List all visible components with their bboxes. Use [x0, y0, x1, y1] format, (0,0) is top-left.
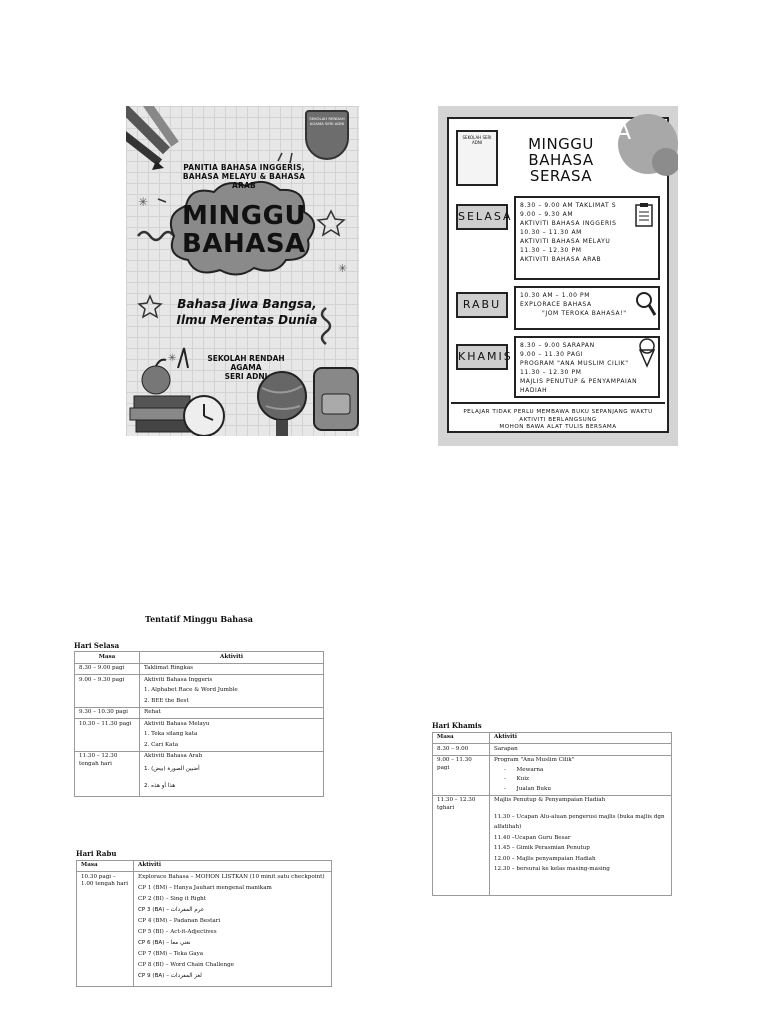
- poster-schedule: [438, 106, 678, 446]
- school-logo: SEKOLAH RENDAH AGAMA SERI ADNI: [305, 110, 349, 160]
- slogan: Bahasa Jiwa Bangsa, Ilmu Merentas Dunia: [176, 297, 318, 327]
- svg-text:✳: ✳: [138, 195, 149, 209]
- squiggle-right: [322, 308, 330, 344]
- poster-title: MINGGU BAHASA: [182, 201, 307, 259]
- school-name: SEKOLAH RENDAH AGAMA SERI ADNI: [207, 354, 285, 381]
- khamis-section: [432, 722, 672, 896]
- table-row: 11.30 – 12.30 tengah hari Aktiviti Bahasa Arab 1. أضبين الصورة (بيض) 2. هذا أو هذه: [75, 751, 324, 797]
- table-header: Masa Aktiviti: [433, 732, 672, 744]
- table-rabu: [76, 860, 332, 988]
- rabu-section: [76, 850, 332, 987]
- table-header: Masa Aktiviti: [75, 652, 324, 664]
- svg-text:✳: ✳: [168, 353, 177, 364]
- poster-minggu-bahasa: [126, 106, 359, 436]
- table-row: 11.30 – 12.30 tghari Majlis Penutup & Penyampaian Hadiah 11.30 – Ucapan Alu-aluan pengerusi majlis (buka majlis dgn alfatihah) 11.40 –Ucapan Guru Besar 11.45 – Gimik Perasmian Penutup 12.00 – Majlis penyampaian Hadiah 12.30 – bersurai ke kelas masing-masing: [433, 795, 672, 896]
- day-info-khamis: 8.30 – 9.00 SARAPAN 9.00 – 11.30 PAGI PROGRAM "ANA MUSLIM CILIK" 11.30 – 12.30 PM MAJLIS PENUTUP & PENYAMPAIAN HADIAH: [514, 336, 660, 398]
- table-row: 9.30 – 10.30 pagi Rehat: [75, 707, 324, 719]
- magnifier-icon: [634, 290, 658, 320]
- heading-rabu: Hari Rabu: [76, 849, 117, 858]
- table-row: 8.30 – 9.00 Sarapan: [433, 744, 672, 756]
- school-logo-small: SEKOLAH SERI ADNI: [456, 130, 498, 186]
- day-info-selasa: 8.30 – 9.00 AM TAKLIMAT S 9.00 – 9.30 AM AKTIVITI BAHASA INGGERIS 10.30 – 11.30 AM AKTIVITI BAHASA MELAYU 11.30 – 12.30 PM AKTIVITI BAHASA ARAB: [514, 196, 660, 280]
- table-row: 10.30 – 11.30 pagi Aktiviti Bahasa Melayu 1. Teka silang kata 2. Cari Kata: [75, 719, 324, 752]
- day-info-rabu: 10.30 AM – 1.00 PM EXPLORACE BAHASA "JOM TEROKA BAHASA!": [514, 286, 660, 330]
- table-selasa: [74, 651, 324, 797]
- svg-text:✳: ✳: [338, 262, 348, 275]
- heading-selasa: Hari Selasa: [74, 640, 120, 650]
- heading-khamis: Hari Khamis: [432, 721, 482, 730]
- schedule-title: MINGGU BAHASA SERASA: [528, 135, 594, 185]
- table-row: 10.30 pagi – 1.00 tengah hari Explorace Bahasa – MOHON LISTKAN (10 minit satu checkpoint) CP 1 (BM) – Hanya Jauhari mengenal manikam CP 2 (BI) – Sing it Right CP 3 (BA) – عرم المفردات CP 4 (BM) – Padanan Bestari CP 5 (BI) – Act-it-Adjectives CP 6 (BA) – نغني معا CP 7 (BM) – Teka Gaya CP 8 (BI) – Word Chain Challenge CP 9 (BA) – لغز المفردات: [77, 872, 332, 987]
- bubble-letter: A: [616, 120, 632, 145]
- day-label-selasa: SELASA: [456, 204, 508, 230]
- table-khamis: [432, 732, 672, 897]
- ice-cream-icon: [636, 338, 658, 368]
- pencils-illustration: [126, 106, 179, 170]
- committee-text: PANITIA BAHASA INGGERIS, BAHASA MELAYU & BAHASA ARAB: [182, 163, 306, 190]
- tentative-selasa-section: [74, 606, 324, 797]
- day-label-khamis: KHAMIS: [456, 344, 508, 370]
- day-label-rabu: RABU: [456, 292, 508, 318]
- doc-title: Tentatif Minggu Bahasa: [145, 614, 253, 624]
- table-row: 9.00 – 11.30 pagi Program "Ana Muslim Cilik" - Mewarna - Kuiz - Jualan Buku: [433, 755, 672, 795]
- table-row: 9.00 – 9.30 pagi Aktiviti Bahasa Inggeris 1. Alphabet Race & Word Jumble 2. BEE the Best: [75, 675, 324, 708]
- schedule-footer: PELAJAR TIDAK PERLU MEMBAWA BUKU SEPANJANG WAKTU AKTIVITI BERLANGSUNG MOHON BAWA ALAT TULIS BERSAMA: [451, 402, 665, 432]
- table-row: 8.30 – 9.00 pagi Taklimat Ringkas: [75, 663, 324, 675]
- clipboard-icon: [634, 202, 656, 228]
- table-header: Masa Aktiviti: [77, 860, 332, 872]
- squiggle-left: [138, 232, 174, 240]
